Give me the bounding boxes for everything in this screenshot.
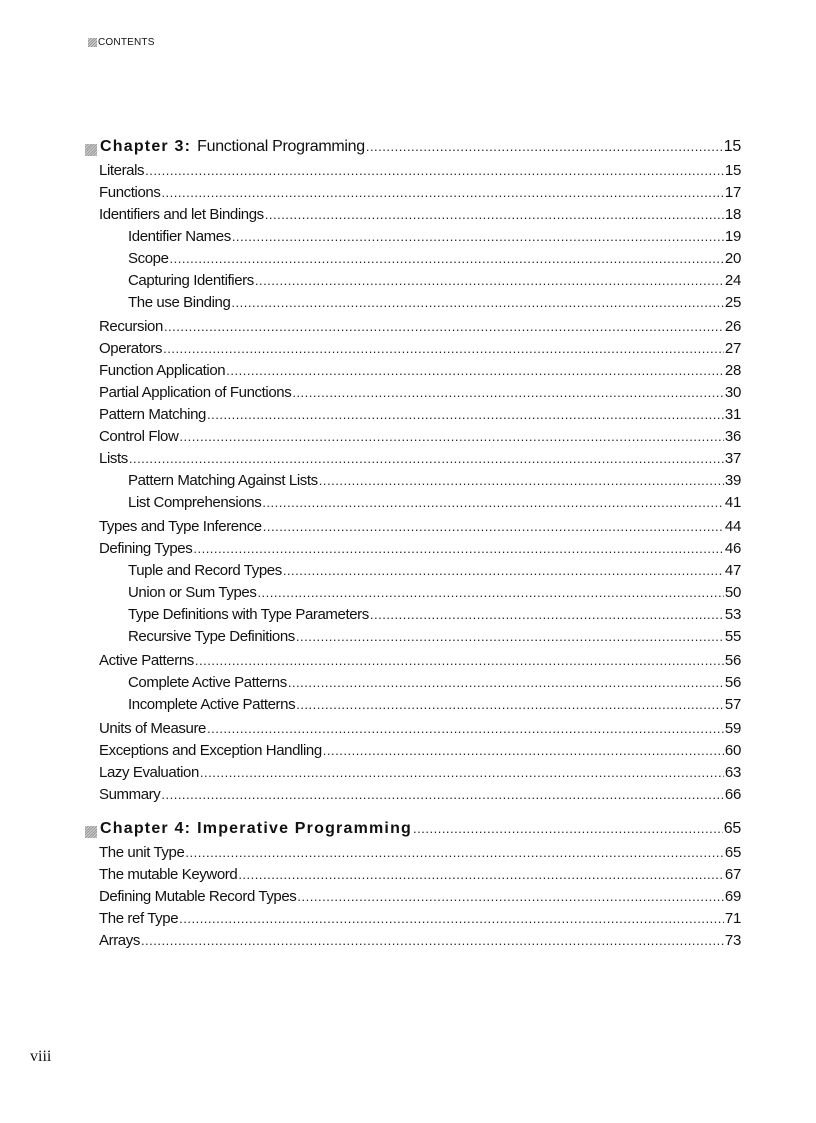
toc-entry-title: Identifier Names — [128, 228, 231, 245]
toc-entry-title: Lazy Evaluation — [99, 764, 199, 781]
toc-entry[interactable] — [99, 786, 741, 808]
toc-entry-title: Capturing Identifiers — [128, 272, 254, 289]
chapter-label: Chapter 4: — [100, 820, 192, 837]
toc-entry-title: Pattern Matching — [99, 406, 206, 423]
toc-entry[interactable] — [128, 272, 741, 294]
toc-entry[interactable] — [99, 406, 741, 428]
toc-entry[interactable] — [99, 764, 741, 786]
dot-leader — [141, 933, 724, 948]
running-head-text: CONTENTS — [98, 37, 155, 48]
toc-entry[interactable] — [99, 206, 741, 228]
toc-entry-title: Incomplete Active Patterns — [128, 696, 296, 713]
dot-leader — [292, 385, 724, 400]
toc-entry-page-number: 15 — [724, 162, 741, 179]
toc-entry[interactable] — [99, 362, 741, 384]
toc-entry-page-number: 57 — [724, 696, 741, 713]
dot-leader — [193, 541, 724, 556]
dot-leader — [170, 251, 724, 266]
toc-entry[interactable] — [99, 340, 741, 362]
toc-entry[interactable] — [99, 652, 741, 674]
toc-entry-page-number: 53 — [724, 606, 741, 623]
toc-entry[interactable] — [128, 584, 741, 606]
toc-entry-title: Partial Application of Functions — [99, 384, 292, 401]
dot-leader — [265, 207, 724, 222]
toc-entry-title: Tuple and Record Types — [128, 562, 282, 579]
toc-entry[interactable] — [99, 162, 741, 184]
toc-entry-title: Active Patterns — [99, 652, 194, 669]
running-head — [88, 37, 155, 48]
dot-leader — [297, 889, 724, 904]
toc-entry[interactable] — [128, 606, 741, 628]
square-bullet-icon — [85, 826, 97, 838]
dot-leader — [179, 911, 724, 926]
dot-leader — [288, 675, 724, 690]
toc-entry[interactable] — [128, 628, 741, 650]
toc-entry-title: List Comprehensions — [128, 494, 262, 511]
toc-entry[interactable] — [128, 674, 741, 696]
toc-entry[interactable] — [99, 518, 741, 540]
toc-entry[interactable] — [99, 932, 741, 954]
dot-leader — [129, 451, 724, 466]
toc-entry-page-number: 30 — [724, 384, 741, 401]
toc-entry-page-number: 31 — [724, 406, 741, 423]
chapter-label: Chapter 3: — [100, 138, 192, 155]
toc-entry-title: Union or Sum Types — [128, 584, 257, 601]
square-bullet-icon — [85, 144, 97, 156]
toc-entry-page-number: 71 — [724, 910, 741, 927]
toc-entry-title: The mutable Keyword — [99, 866, 238, 883]
toc-entry[interactable] — [99, 910, 741, 932]
toc-entry-page-number: 24 — [724, 272, 741, 289]
dot-leader — [413, 821, 723, 836]
toc-entry-page-number: 73 — [724, 932, 741, 949]
toc-entry-title: Control Flow — [99, 428, 179, 445]
toc-entry[interactable] — [128, 228, 741, 250]
toc-entry-page-number: 60 — [724, 742, 741, 759]
dot-leader — [323, 743, 724, 758]
toc-entry-title: The ref Type — [99, 910, 179, 927]
toc-entry[interactable] — [99, 540, 741, 562]
toc-entry-page-number: 39 — [724, 472, 741, 489]
toc-entry-title: Literals — [99, 162, 145, 179]
toc-entry-page-number: 46 — [724, 540, 741, 557]
toc-entry[interactable] — [99, 318, 741, 340]
dot-leader — [161, 787, 724, 802]
toc-entry-title: Function Application — [99, 362, 226, 379]
dot-leader — [232, 229, 724, 244]
toc-entry-page-number: 36 — [724, 428, 741, 445]
toc-entry-page-number: 59 — [724, 720, 741, 737]
toc-entry-title: Identifiers and let Bindings — [99, 206, 264, 223]
toc-entry-title: Operators — [99, 340, 163, 357]
dot-leader — [238, 867, 724, 882]
toc-entry[interactable] — [99, 384, 741, 406]
toc-entry-title: Arrays — [99, 932, 140, 949]
toc-entry-title: The use Binding — [128, 294, 231, 311]
toc-entry[interactable] — [99, 844, 741, 866]
toc-entry-page-number: 65 — [724, 844, 741, 861]
toc-entry-page-number: 18 — [724, 206, 741, 223]
toc-entry-title: Summary — [99, 786, 161, 803]
chapter-title: Imperative Programming — [197, 820, 413, 837]
dot-leader — [231, 295, 724, 310]
toc-entry-page-number: 66 — [724, 786, 741, 803]
dot-leader — [370, 607, 724, 622]
dot-leader — [257, 585, 723, 600]
toc-entry[interactable] — [128, 696, 741, 718]
dot-leader — [283, 563, 724, 578]
chapter-heading[interactable] — [85, 138, 741, 162]
toc-entry-page-number: 37 — [724, 450, 741, 467]
chapter-title: Functional Programming — [197, 138, 365, 155]
toc-entry-title: Complete Active Patterns — [128, 674, 287, 691]
toc-entry-title: Functions — [99, 184, 161, 201]
toc-entry-title: Scope — [128, 250, 169, 267]
toc-entry-title: Units of Measure — [99, 720, 206, 737]
toc-entry-title: The unit Type — [99, 844, 185, 861]
toc-entry-page-number: 56 — [724, 652, 741, 669]
toc-entry-page-number: 17 — [724, 184, 741, 201]
dot-leader — [226, 363, 724, 378]
dot-leader — [163, 341, 724, 356]
toc-entry[interactable] — [128, 250, 741, 272]
toc-entry-title: Types and Type Inference — [99, 518, 262, 535]
toc-entry-page-number: 47 — [724, 562, 741, 579]
toc-entry-page-number: 69 — [724, 888, 741, 905]
dot-leader — [207, 407, 724, 422]
toc-entry-title: Defining Mutable Record Types — [99, 888, 297, 905]
table-of-contents — [85, 138, 741, 954]
toc-entry[interactable] — [99, 866, 741, 888]
toc-entry-page-number: 19 — [724, 228, 741, 245]
toc-entry-title: Type Definitions with Type Parameters — [128, 606, 369, 623]
dot-leader — [296, 629, 724, 644]
dot-leader — [263, 519, 724, 534]
dot-leader — [145, 163, 724, 178]
dot-leader — [179, 429, 724, 444]
toc-entry[interactable] — [99, 450, 741, 472]
dot-leader — [255, 273, 724, 288]
toc-entry[interactable] — [99, 742, 741, 764]
dot-leader — [262, 495, 724, 510]
chapter-heading[interactable] — [85, 820, 741, 844]
toc-entry-page-number: 27 — [724, 340, 741, 357]
toc-entry-page-number: 44 — [724, 518, 741, 535]
toc-entry-page-number: 20 — [724, 250, 741, 267]
toc-entry[interactable] — [99, 184, 741, 206]
toc-entry-page-number: 28 — [724, 362, 741, 379]
dot-leader — [161, 185, 723, 200]
dot-leader — [195, 653, 724, 668]
toc-entry-page-number: 41 — [724, 494, 741, 511]
dot-leader — [185, 845, 723, 860]
toc-entry-page-number: 63 — [724, 764, 741, 781]
square-bullet-icon — [88, 38, 97, 47]
toc-entry-title: Recursive Type Definitions — [128, 628, 295, 645]
toc-entry[interactable] — [128, 472, 741, 494]
toc-entry-page-number: 26 — [724, 318, 741, 335]
toc-entry-title: Defining Types — [99, 540, 193, 557]
toc-entry-page-number: 55 — [724, 628, 741, 645]
chapter-page-number: 15 — [723, 138, 741, 155]
toc-entry-title: Pattern Matching Against Lists — [128, 472, 318, 489]
dot-leader — [207, 721, 724, 736]
dot-leader — [200, 765, 724, 780]
toc-entry-page-number: 56 — [724, 674, 741, 691]
toc-entry-title: Exceptions and Exception Handling — [99, 742, 322, 759]
dot-leader — [366, 139, 723, 154]
toc-entry[interactable] — [99, 888, 741, 910]
toc-entry[interactable] — [99, 720, 741, 742]
toc-entry-page-number: 67 — [724, 866, 741, 883]
toc-entry[interactable] — [128, 294, 741, 316]
toc-entry-page-number: 25 — [724, 294, 741, 311]
toc-entry-page-number: 50 — [724, 584, 741, 601]
toc-entry-title: Lists — [99, 450, 128, 467]
dot-leader — [164, 319, 724, 334]
toc-entry[interactable] — [99, 428, 741, 450]
dot-leader — [319, 473, 724, 488]
toc-entry[interactable] — [128, 562, 741, 584]
toc-entry[interactable] — [128, 494, 741, 516]
dot-leader — [296, 697, 724, 712]
chapter-page-number: 65 — [723, 820, 741, 837]
toc-entry-title: Recursion — [99, 318, 163, 335]
page-number: viii — [30, 1048, 52, 1065]
